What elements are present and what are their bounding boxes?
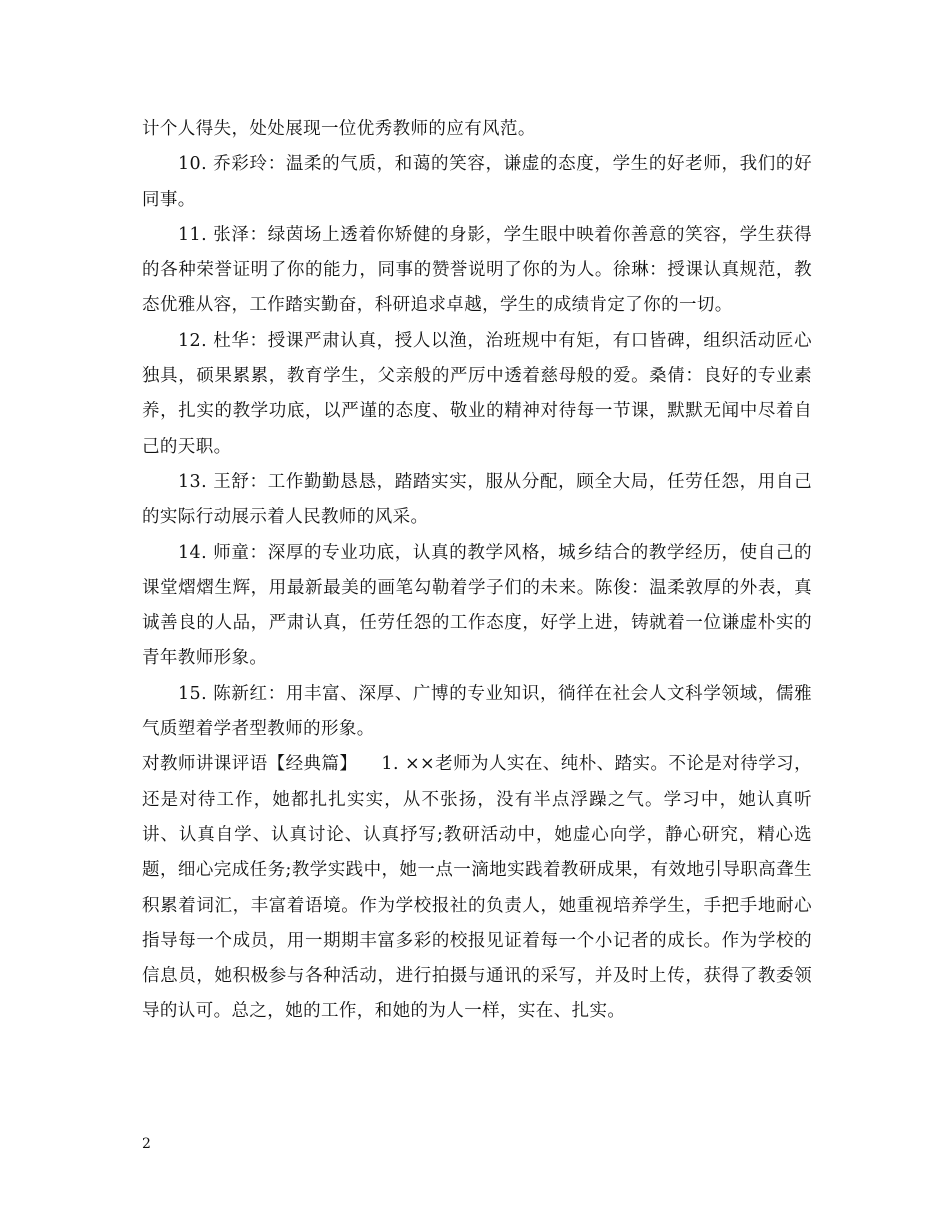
paragraph-continuation: 计个人得失，处处展现一位优秀教师的应有风范。 bbox=[142, 119, 536, 139]
paragraph-item-15: 15. 陈新红：用丰富、深厚、广博的专业知识，徜徉在社会人文科学领域，儒雅气质塑着学者型教师的形象。 bbox=[142, 683, 812, 740]
paragraph-item-10: 10. 乔彩玲：温柔的气质，和蔼的笑容，谦虚的态度，学生的好老师，我们的好同事。 bbox=[142, 154, 812, 210]
paragraph-item-12: 12. 杜华：授课严肃认真，授人以渔，治班规中有矩，有口皆碑，组织活动匠心独具，硕果累累，教育学生，父亲般的严厉中透着慈母般的爱。桑倩：良好的专业素养，扎实的教学功底，以严谨的态度、敬业的精神对待每一节课，默默无闻中尽着自己的天职。 bbox=[142, 330, 812, 457]
paragraph-item-14: 14. 师童：深厚的专业功底，认真的教学风格，城乡结合的教学经历，使自己的课堂熠熠生辉，用最新最美的画笔勾勒着学子们的未来。陈俊：温柔敦厚的外表，真诚善良的人品，严肃认真，任劳任怨的工作态度，好学上进，铸就着一位谦虚朴实的青年教师形象。 bbox=[142, 542, 812, 669]
page-number: 2 bbox=[142, 1136, 151, 1152]
paragraph-item-13: 13. 王舒：工作勤勤恳恳，踏踏实实，服从分配，顾全大局，任劳任怨，用自己的实际行动展示着人民教师的风采。 bbox=[142, 471, 812, 528]
document-body bbox=[142, 112, 812, 1030]
paragraph-classic-section: 对教师讲课评语【经典篇】 1. ××老师为人实在、纯朴、踏实。不论是对待学习，还是对待工作，她都扎扎实实，从不张扬，没有半点浮躁之气。学习中，她认真听讲、认真自学、认真讨论、认真抒写;教研活动中，她虚心向学，静心研究，精心选题，细心完成任务;教学实践中，她一点一滴地实践着教研成果，有效地引导职高聋生积累着词汇，丰富着语境。作为学校报社的负责人，她重视培养学生，手把手地耐心指导每一个成员，用一期期丰富多彩的校报见证着每一个小记者的成长。作为学校的信息员，她积极参与各种活动，进行拍摄与通讯的采写，并及时上传，获得了教委领导的认可。总之，她的工作，和她的为人一样，实在、扎实。 bbox=[142, 754, 812, 1022]
paragraph-item-11: 11. 张泽：绿茵场上透着你矫健的身影，学生眼中映着你善意的笑容，学生获得的各种荣誉证明了你的能力，同事的赞誉说明了你的为人。徐琳：授课认真规范，教态优雅从容，工作踏实勤奋，科研追求卓越，学生的成绩肯定了你的一切。 bbox=[142, 224, 812, 316]
